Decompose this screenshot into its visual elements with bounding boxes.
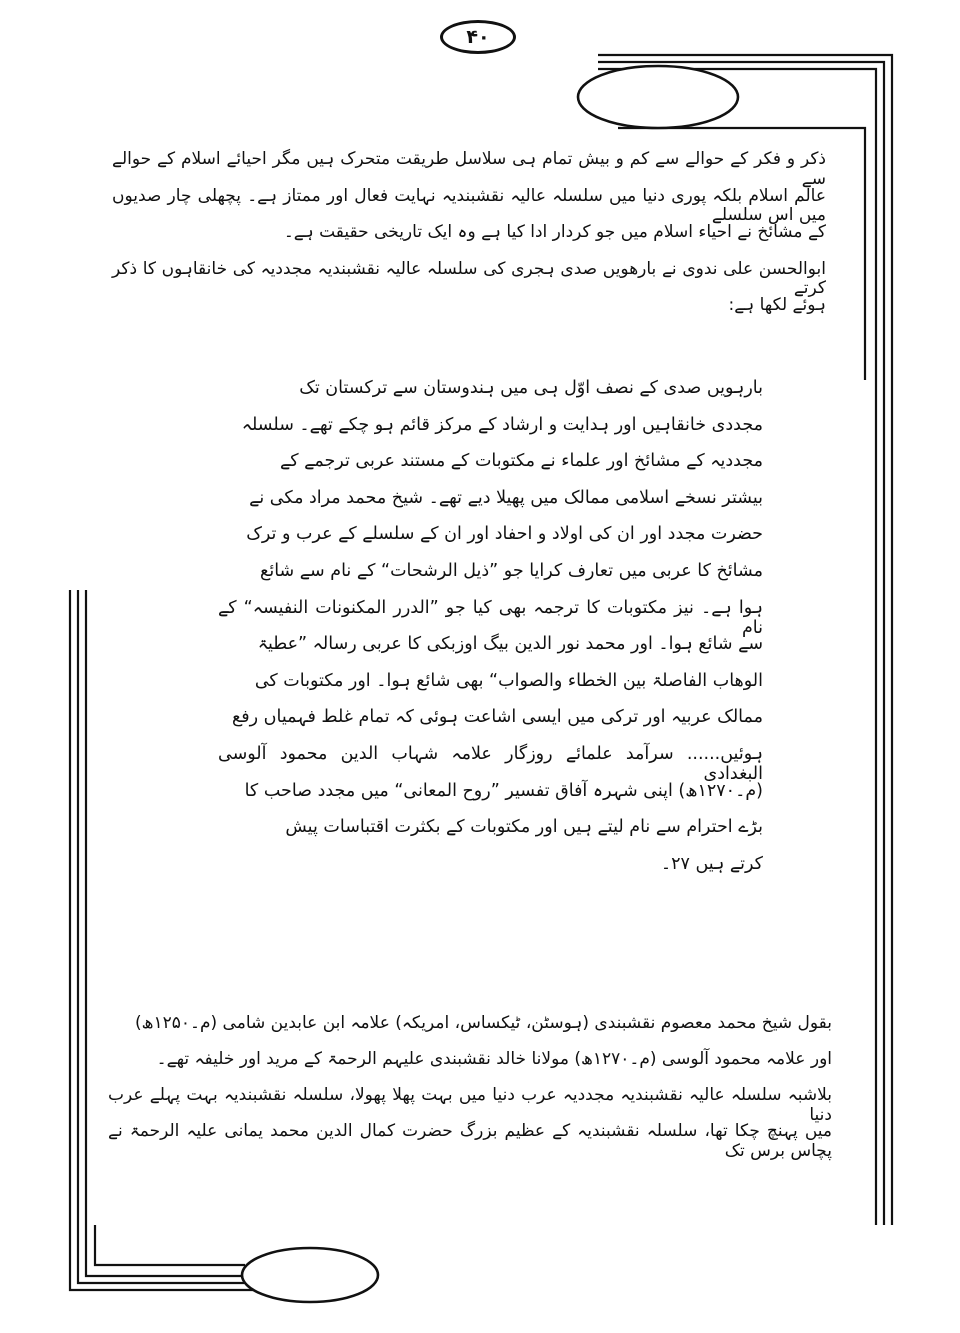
block-quote bbox=[218, 378, 763, 890]
quote-line: بڑے احترام سے نام لیتے ہیں اور مکتوبات کے بکثرت اقتباسات پیش bbox=[285, 817, 763, 838]
quote-line: بارہویں صدی کے نصف اوّل ہی میں ہندوستان سے ترکستان تک bbox=[299, 378, 763, 398]
page-number: ۴۰ bbox=[440, 20, 516, 54]
quote-line: الوھاب الفاصلۃ بین الخطاء والصواب“ بھی شائع ہوا۔ اور مکتوبات کی bbox=[254, 670, 763, 691]
intro-line-4: ابوالحسن علی ندوی نے بارھویں صدی ہجری کی سلسلہ عالیہ نقشبندیہ مجددیہ کی خانقاہوں کا ذکر کرتے bbox=[112, 258, 826, 299]
closing-paragraphs bbox=[108, 1012, 832, 1161]
quote-line: مشائخ کا عربی میں تعارف کرایا جو ”ذیل الرشحات“ کے نام سے شائع bbox=[260, 560, 763, 581]
quote-line: ہوئیں...... سرآمد علمائے روزگار علامہ شہاب الدین محمود آلوسی البغدادی bbox=[218, 743, 763, 784]
quote-line: بیشتر نسخے اسلامی ممالک میں پھیلا دیے تھے۔ شیخ محمد مراد مکی نے bbox=[249, 487, 763, 508]
quote-line: سے شائع ہوا۔ اور محمد نور الدین بیگ اوزبکی کا عربی رسالہ ”عطیۃ bbox=[257, 634, 763, 655]
closing-line-3: بلاشبہ سلسلہ عالیہ نقشبندیہ مجددیہ عرب دنیا میں بہت پھلا پھولا، سلسلہ نقشبندیہ بہت پہلے عرب دنیا bbox=[108, 1085, 832, 1125]
bottom-ornament-oval bbox=[242, 1248, 378, 1302]
quote-line: مجددی خانقاہیں اور ہدایت و ارشاد کے مرکز قائم ہو چکے تھے۔ سلسلہ bbox=[241, 414, 763, 435]
closing-line-2: اور علامہ محمود آلوسی (م۔۱۲۷۰ھ) مولانا خالد نقشبندی علیہم الرحمۃ کے مرید اور خلیفہ تھے۔ bbox=[156, 1049, 832, 1069]
quote-line: ہوا ہے۔ نیز مکتوبات کا ترجمہ بھی کیا جو ”الدرر المکنونات النفیسہ“ کے نام bbox=[218, 597, 763, 638]
quote-line: مجددیہ کے مشائخ اور علماء نے مکتوبات کے مستند عربی ترجمے کے bbox=[279, 451, 763, 472]
closing-line-1: بقول شیخ محمد معصوم نقشبندی (ہوسٹن، ٹیکساس، امریکہ) علامہ ابن عابدین شامی (م۔۱۲۵۰ھ) bbox=[134, 1013, 832, 1033]
quote-line: حضرت مجدد اور ان کی اولاد و احفاد اور ان کے سلسلے کے عرب و ترک bbox=[246, 524, 763, 545]
quote-line: کرتے ہیں ۲۷۔ bbox=[660, 853, 763, 874]
quote-line: (م۔۱۲۷۰ھ) اپنی شہرہ آفاق تفسیر ”روح المعانی“ میں مجدد صاحب کا bbox=[244, 780, 763, 801]
intro-paragraph bbox=[112, 150, 826, 333]
intro-line-2: عالم اسلام بلکہ پوری دنیا میں سلسلہ عالیہ نقشبندیہ نہایت فعال اور ممتاز ہے۔ پچھلی چار صدیوں میں اس سلسلے bbox=[112, 185, 826, 226]
closing-line-4: میں پہنچ چکا تھا، سلسلہ نقشبندیہ کے عظیم بزرگ حضرت کمال الدین محمد یمانی علیہ الرحمۃ نے پچاس برس تک bbox=[108, 1121, 832, 1161]
intro-line-1: ذکر و فکر کے حوالے سے کم و بیش تمام ہی سلاسل طریقت متحرک ہیں مگر احیائے اسلام کے حوالے سے bbox=[112, 149, 826, 189]
quote-line: ممالک عربیہ اور ترکی میں ایسی اشاعت ہوئی کہ تمام غلط فہمیاں رفع bbox=[231, 707, 763, 728]
intro-line-5: ہوئے لکھا ہے: bbox=[728, 295, 826, 315]
intro-line-3: کے مشائخ نے احیاء اسلام میں جو کردار ادا کیا ہے وہ ایک تاریخی حقیقت ہے۔ bbox=[283, 222, 826, 242]
top-ornament-oval bbox=[578, 66, 738, 128]
